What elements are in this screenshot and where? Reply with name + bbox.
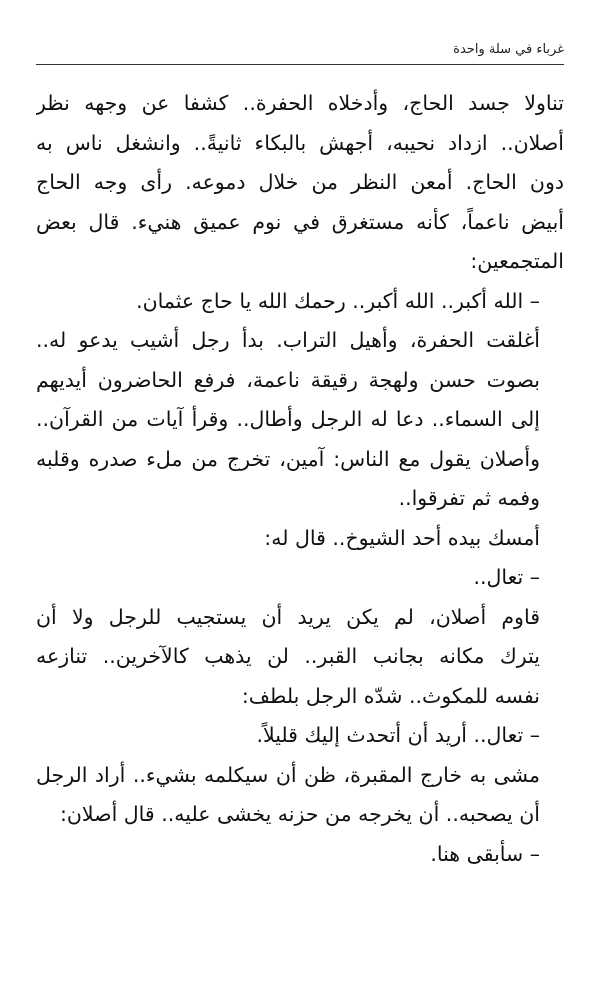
- body-text: [36, 84, 564, 874]
- text-line: وأصلان يقول مع الناس: آمين، تخرج من ملء صدره وقلبه: [36, 446, 540, 471]
- paragraph: [36, 598, 564, 717]
- running-header: غرباء في سلة واحدة: [453, 42, 564, 57]
- text-line: أبيض ناعماً، كأنه مستغرق في نوم عميق هنيء. قال بعض: [36, 209, 564, 234]
- text-line: أغلقت الحفرة، وأهيل التراب. بدأ رجل أشيب يدعو له..: [36, 328, 540, 352]
- text-line: إلى السماء.. دعا له الرجل وأطال.. وقرأ آيات من القرآن..: [36, 407, 540, 431]
- text-line: – تعال.. أريد أن أتحدث إليك قليلاً.: [256, 723, 540, 747]
- dialogue-line: [36, 716, 564, 756]
- paragraph: [36, 321, 564, 519]
- dialogue-line: [36, 282, 564, 322]
- text-line: – سأبقى هنا.: [430, 841, 540, 866]
- text-line: – الله أكبر.. الله أكبر.. رحمك الله يا حاج عثمان.: [136, 288, 540, 313]
- text-line: مشى به خارج المقبرة، ظن أن سيكلمه بشيء.. أراد الرجل: [36, 762, 540, 787]
- header-rule: [36, 64, 564, 65]
- text-line: المتجمعين:: [470, 249, 564, 273]
- text-line: دون الحاج. أمعن النظر من خلال دموعه. رأى وجه الحاج: [36, 170, 564, 194]
- text-line: – تعال..: [473, 565, 540, 589]
- text-line: بصوت حسن ولهجة رقيقة ناعمة، فرفع الحاضرون أيديهم: [36, 367, 540, 392]
- text-line: أن يصحبه.. أن يخرجه من حزنه يخشى عليه.. قال أصلان:: [59, 802, 540, 826]
- paragraph: [36, 756, 564, 835]
- text-line: نفسه للمكوث.. شدّه الرجل بلطف:: [241, 683, 540, 708]
- text-line: وفمه ثم تفرقوا..: [398, 486, 540, 510]
- text-line: قاوم أصلان، لم يكن يريد أن يستجيب للرجل ولا أن: [36, 604, 540, 629]
- text-line: أصلان.. ازداد نحيبه، أجهش بالبكاء ثانيةً.. وانشغل ناس به: [36, 130, 564, 155]
- dialogue-line: [36, 835, 564, 875]
- dialogue-line: [36, 558, 564, 598]
- text-line: أمسك بيده أحد الشيوخ.. قال له:: [264, 525, 540, 550]
- paragraph: [36, 519, 564, 559]
- text-line: تناولا جسد الحاج، وأدخلاه الحفرة.. كشفا عن وجهه نظر: [36, 91, 564, 115]
- text-line: يترك مكانه بجانب القبر.. لن يذهب كالآخرين.. تنازعه: [36, 644, 540, 668]
- paragraph: [36, 84, 564, 282]
